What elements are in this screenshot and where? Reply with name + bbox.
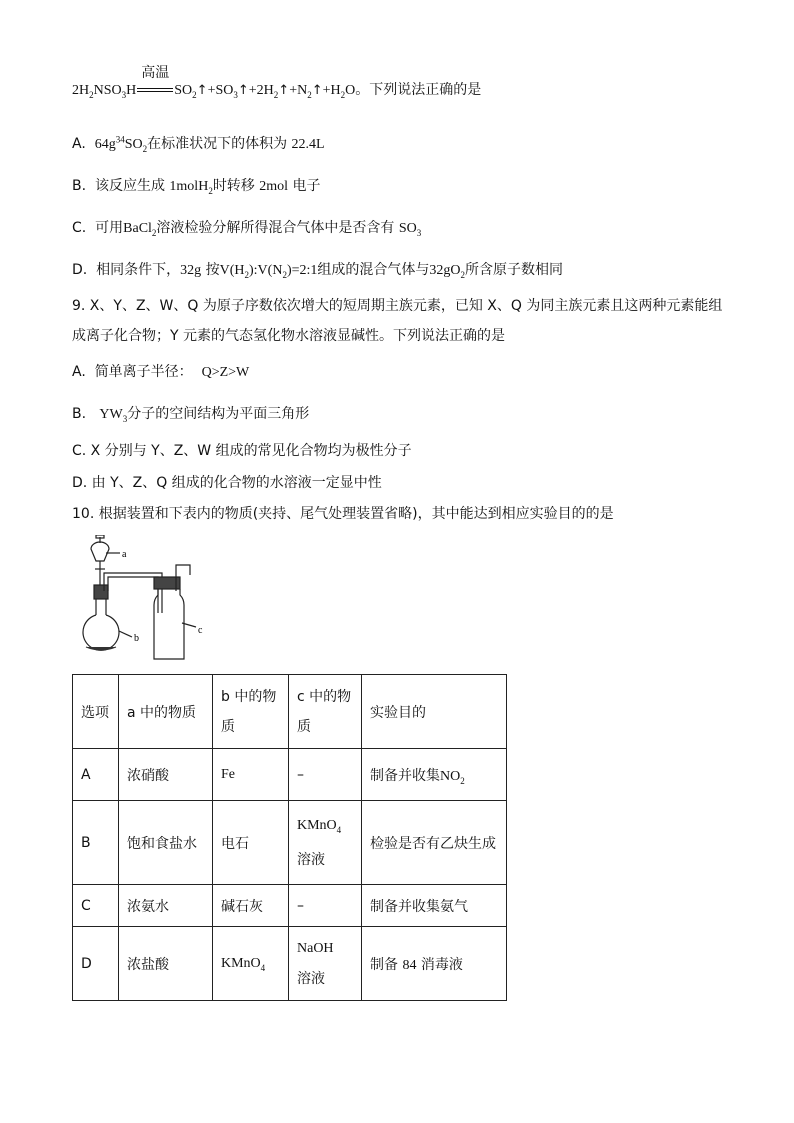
q8-option-c: C. 可用BaCl$_2$溶液检验分解所得混合气体中是否含有 $SO_3$ [72, 220, 422, 238]
label-b: b [134, 633, 139, 644]
q9-option-c: C. X 分别与 Y、Z、W 组成的常见化合物均为极性分子 [72, 443, 412, 459]
header-b: b 中的物 质 [213, 675, 289, 749]
up-arrow-icon: ↑ [237, 83, 249, 98]
header-a: a 中的物质 [119, 675, 213, 749]
table-row: A 浓硝酸 Fe – 制备并收集$NO_2$ [73, 749, 507, 801]
table-row: D 浓盐酸 KMnO$_4$ NaOH 溶液 制备 84 消毒液 [73, 927, 507, 1001]
q9-option-d: D. 由 Y、Z、Q 组成的化合物的水溶液一定显中性 [72, 475, 382, 491]
reaction-equation: $2H_2NSO_3H$ 高温 $SO_2↑+SO_3↑+2H_2↑+N_2↑+H_2O$。下列说法正确的是 [72, 65, 482, 100]
apparatus-diagram [70, 535, 220, 665]
table-row: C 浓氨水 碱石灰 – 制备并收集氨气 [73, 885, 507, 927]
table-header-row [73, 675, 507, 749]
header-option: 选项 [73, 675, 119, 749]
up-arrow-icon: ↑ [278, 83, 290, 98]
up-arrow-icon: ↑ [196, 83, 208, 98]
header-c: c 中的物 质 [289, 675, 362, 749]
q9-option-a: A. 简单离子半径： Q>Z>W [72, 364, 250, 380]
up-arrow-icon: ↑ [311, 83, 323, 98]
separatory-funnel [91, 542, 109, 561]
q10-stem: 10. 根据装置和下表内的物质(夹持、尾气处理装置省略)，其中能达到相应实验目的的是 [72, 506, 614, 522]
q9-stem-line1: 9. X、Y、Z、W、Q 为原子序数依次增大的短周期主族元素，已知 X、Q 为同主族元素且这两种元素能组 [72, 298, 723, 314]
q9-option-b: B. $YW_3$分子的空间结构为平面三角形 [72, 406, 310, 424]
options-table [72, 674, 507, 1001]
flask-stopper [94, 585, 108, 599]
header-purpose: 实验目的 [362, 675, 507, 749]
equals-bar [137, 88, 173, 92]
q8-option-a: A. $64g^{34}SO_2$在标准状况下的体积为 22.4L [72, 134, 325, 154]
q8-option-b: B. 该反应生成 1molH$_2$时转移 2mol 电子 [72, 178, 321, 196]
reaction-condition: 高温 [137, 80, 173, 100]
table-row: B 饱和食盐水 电石 KMnO$_4$ 溶液 检验是否有乙炔生成 [73, 801, 507, 885]
label-a: a [122, 549, 127, 560]
round-bottom-flask [83, 615, 119, 650]
q8-option-d: D. 相同条件下，32g 按$V(H_2):V(N_2)=2:1$组成的混合气体与$32gO_2$所含原子数相同 [72, 262, 564, 280]
q9-stem-line2: 成离子化合物；Y 元素的气态氢化物水溶液显碱性。下列说法正确的是 [72, 328, 506, 344]
delivery-tube [104, 573, 162, 613]
label-c: c [198, 625, 203, 636]
